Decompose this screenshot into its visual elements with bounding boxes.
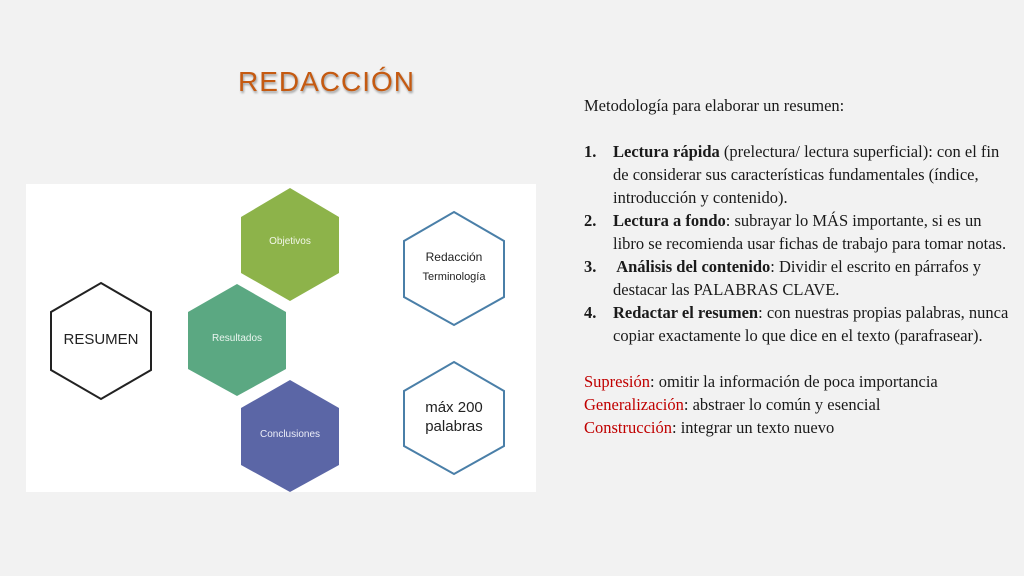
definition-term: Supresión [584, 372, 650, 391]
step-item [584, 301, 1014, 347]
resultados-label: Resultados [211, 333, 263, 344]
methodology-text [584, 94, 1014, 439]
step-title: Lectura rápida [613, 142, 720, 161]
resumen-label: RESUMEN [63, 331, 139, 348]
definition-text: : abstraer lo común y esencial [683, 395, 881, 414]
step-text: : subrayar lo MÁS importante, si es un libro se recomienda usar fichas de trabajo para tomar notas. [613, 211, 1007, 253]
slide-title: REDACCIÓN [238, 66, 416, 97]
max-label-line1: máx 200 [425, 399, 483, 416]
step-title: Lectura a fondo [613, 211, 726, 230]
terminologia-label: Terminología [422, 271, 486, 283]
step-item [584, 255, 1014, 301]
step-item [584, 140, 1014, 209]
step-item [584, 209, 1014, 255]
step-number: 3. [584, 257, 597, 276]
step-text: : Dividir el escrito en párrafos y destacar las PALABRAS CLAVE. [613, 257, 982, 299]
step-title: Redactar el resumen [613, 303, 759, 322]
definition-term: Generalización [584, 395, 684, 414]
methodology-intro: Metodología para elaborar un resumen: [584, 96, 845, 115]
summary-diagram [26, 184, 536, 492]
steps-list [584, 140, 1014, 347]
definition-item [584, 370, 1014, 393]
conclusiones-label: Conclusiones [259, 429, 321, 440]
definition-text: : omitir la información de poca importancia [650, 372, 938, 391]
step-number: 4. [584, 303, 597, 322]
step-title: Análisis del contenido [613, 257, 771, 276]
definitions [584, 370, 1014, 439]
definition-item [584, 393, 1014, 416]
step-text: : con nuestras propias palabras, nunca copiar exactamente lo que dice en el texto (parafrasear). [613, 303, 1009, 345]
definition-text: : integrar un texto nuevo [672, 418, 835, 437]
definition-item [584, 416, 1014, 439]
objetivos-label: Objetivos [269, 236, 311, 247]
redaccion-hexagon [404, 212, 504, 325]
definition-term: Construcción [584, 418, 672, 437]
step-number: 2. [584, 211, 597, 230]
max-label-line2: palabras [425, 418, 483, 435]
redaccion-label: Redacción [425, 250, 483, 264]
step-text: (prelectura/ lectura superficial): con el fin de considerar sus características fundamentales (índice, introducción y contenido). [613, 142, 1000, 207]
step-number: 1. [584, 142, 597, 161]
